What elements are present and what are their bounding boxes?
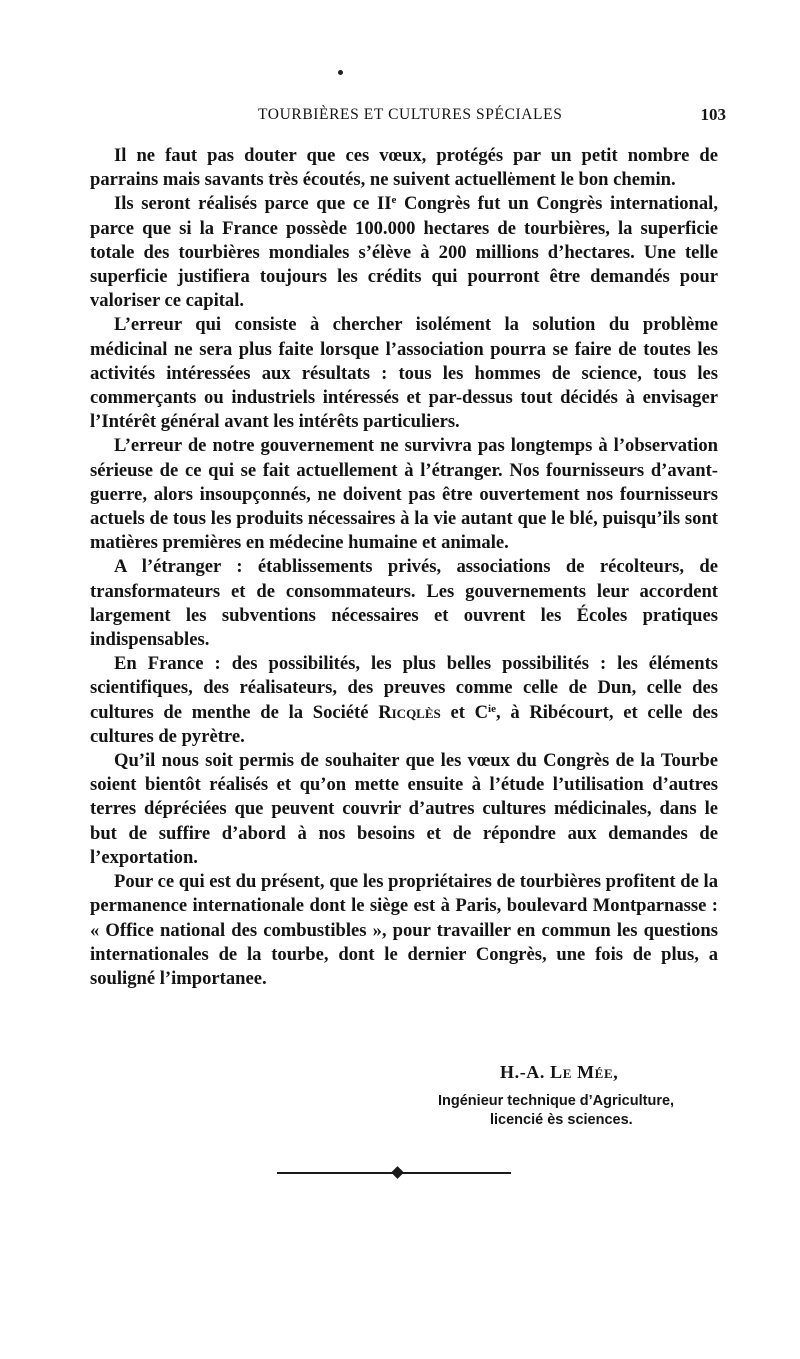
running-title: TOURBIÈRES ET CULTURES SPÉCIALES bbox=[258, 106, 563, 123]
paragraph bbox=[90, 652, 718, 749]
paragraph-text: Pour ce qui est du présent, que les propriétaires de tourbières profitent de la permanence internationale dont le siège est à Paris, boulevard Montparnasse : « Office national des combustibles », pour travailler en commun les questions internationales de la tourbe, dont le dernier Congrès, une fois de plus, a souligné l’importanee. bbox=[90, 871, 718, 989]
superscript: ie bbox=[488, 702, 496, 715]
diamond-icon bbox=[391, 1166, 404, 1179]
page-number: 103 bbox=[700, 105, 726, 124]
paragraph-text: Qu’il nous soit permis de souhaiter que les vœux du Congrès de la Tourbe soient bientôt réalisés et qu’on mette ensuite à l’étude l’utilisation d’autres terres dépréciées que peuvent couvrir d’autres cultures médicinales, dans le but de suffire d’abord à nos besoins et de répondre aux demandes de l’exportation. bbox=[90, 750, 718, 868]
paragraph-text: Congrès fut un Congrès international, parce que si la France possède 100.000 hectares de tourbières, la superficie totale des tourbières mondiales s’élève à 200 millions d’hectares. Une telle superficie justifiera toujours les crédits qui pourront être demandés pour valoriser ce capital. bbox=[90, 193, 718, 312]
paragraph bbox=[90, 434, 718, 555]
paragraph bbox=[90, 192, 718, 313]
author-degree: licencié ès sciences. bbox=[490, 1112, 633, 1128]
paragraph bbox=[90, 555, 718, 652]
section-end-ornament bbox=[277, 1166, 511, 1180]
paragraph bbox=[90, 313, 718, 434]
print-speck bbox=[338, 70, 343, 75]
paragraph-text: , à Ribécourt, et celle des cultures de pyrètre. bbox=[90, 701, 718, 747]
paragraph-text: Il ne faut pas douter que ces vœux, protégés par un petit nombre de parrains mais savants très écoutés, ne suivent actuellement le bon chemin. bbox=[90, 145, 718, 191]
author-signature bbox=[500, 1062, 618, 1083]
paragraph-text: Ils seront réalisés parce que ce II bbox=[114, 193, 392, 215]
paragraph bbox=[90, 870, 718, 991]
paragraph-text: et C bbox=[440, 701, 489, 723]
body-text bbox=[90, 144, 718, 991]
running-header bbox=[90, 104, 726, 128]
company-name: Ricqlès bbox=[378, 701, 441, 723]
author-title: Ingénieur technique d’Agriculture, bbox=[438, 1093, 675, 1109]
paragraph-text: En France : des possibilités, les plus belles possibilités : les éléments scientifiques, des réalisateurs, des preuves comme celle de Dun, celle des cultures de menthe de la Société bbox=[90, 653, 718, 723]
author-surname: Le Mée, bbox=[550, 1062, 619, 1082]
paragraph bbox=[90, 749, 718, 870]
paragraph-text: A l’étranger : établissements privés, associations de récolteurs, de transformateurs et de consommateurs. Les gouvernements leur accordent largement les subventions nécessaires et ouvrent les Écoles pratiques indispensables. bbox=[90, 556, 718, 651]
paragraph-text: L’erreur de notre gouvernement ne survivra pas longtemps à l’observation sérieuse de ce qui se fait actuellement à l’étranger. Nos fournisseurs d’avant-guerre, alors insoupçonnés, ne doivent pas être ouvertement nos fournisseurs actuels de tous les produits nécessaires à la vie autant que le blé, puisqu’ils sont matières premières en médecine humaine et animale. bbox=[90, 435, 718, 554]
superscript: e bbox=[391, 194, 397, 207]
paragraph-text: L’erreur qui consiste à chercher isolément la solution du problème médicinal ne sera plus faite lorsque l’association pourra se faire de toutes les activités intéressées aux résultats : tous les hommes de science, tous les commerçants ou industriels intéressés et par-dessus tout décidés à envisager l’Intérêt général avant les intérêts particuliers. bbox=[90, 314, 718, 433]
author-initials: H.-A. bbox=[500, 1062, 551, 1082]
paragraph bbox=[90, 144, 718, 192]
